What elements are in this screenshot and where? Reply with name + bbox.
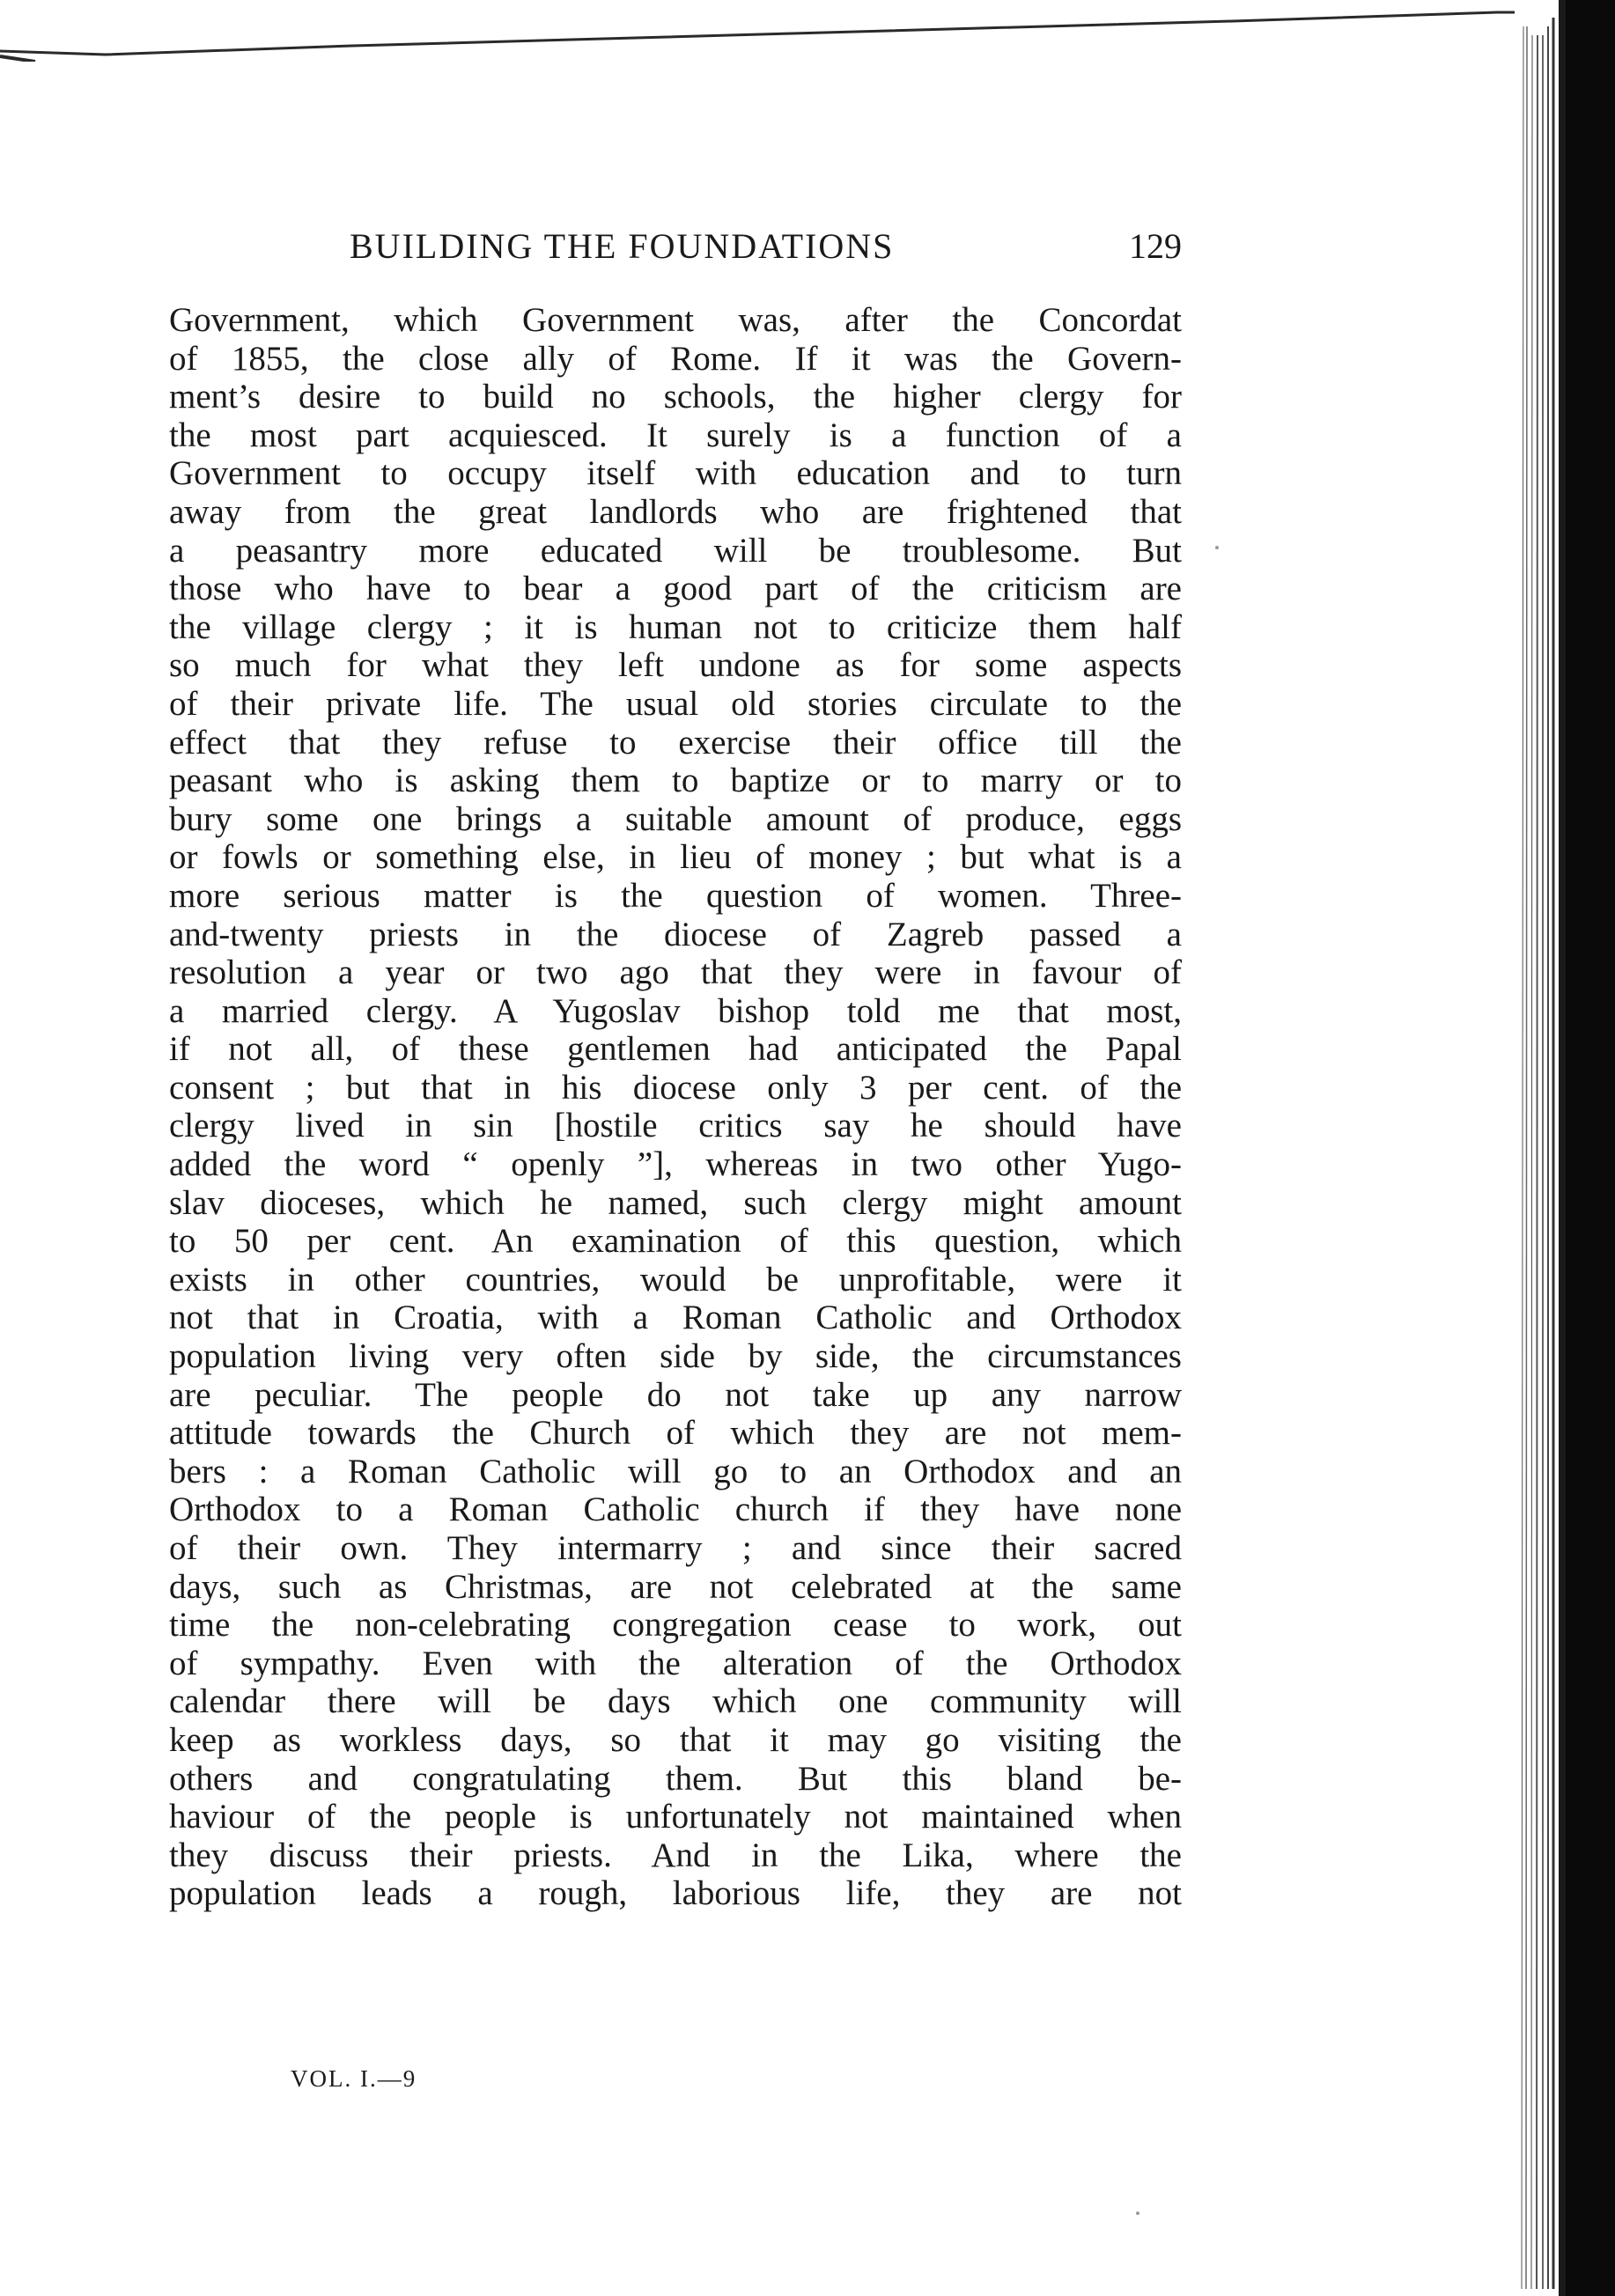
text-line: added the word “ openly ”], whereas in two other Yugo- <box>169 1145 1182 1184</box>
text-line: a married clergy. A Yugoslav bishop told me that most, <box>169 991 1182 1030</box>
text-line: are peculiar. The people do not take up any narrow <box>169 1375 1182 1414</box>
text-line: ment’s desire to build no schools, the higher clergy for <box>169 378 1182 416</box>
signature-mark: VOL. I.—9 <box>291 2065 417 2092</box>
text-line: of 1855, the close ally of Rome. If it was the Govern- <box>169 339 1182 378</box>
scan-speck <box>1215 546 1219 549</box>
text-line: they discuss their priests. And in the Lika, where the <box>169 1836 1182 1874</box>
text-line: peasant who is asking them to baptize or to marry or to <box>169 762 1182 800</box>
text-line: Government to occupy itself with education and to turn <box>169 454 1182 493</box>
text-line: attitude towards the Church of which they are not mem- <box>169 1414 1182 1453</box>
text-line: away from the great landlords who are frightened that <box>169 492 1182 531</box>
text-line: haviour of the people is unfortunately not maintained when <box>169 1798 1182 1836</box>
text-line: Orthodox to a Roman Catholic church if they have none <box>169 1490 1182 1529</box>
text-line: of sympathy. Even with the alteration of the Orthodox <box>169 1644 1182 1682</box>
book-spine-shadow <box>1518 0 1615 2296</box>
text-line: if not all, of these gentlemen had anticipated the Papal <box>169 1030 1182 1069</box>
text-line: to 50 per cent. An examination of this question, which <box>169 1222 1182 1261</box>
text-line: so much for what they left undone as for some aspects <box>169 646 1182 685</box>
text-line: days, such as Christmas, are not celebrated at the same <box>169 1567 1182 1606</box>
text-line: population leads a rough, laborious life, they are not <box>169 1874 1182 1913</box>
text-line: of their private life. The usual old stories circulate to the <box>169 684 1182 723</box>
text-line: resolution a year or two ago that they were in favour of <box>169 953 1182 992</box>
running-head: BUILDING THE FOUNDATIONS <box>350 226 895 266</box>
text-line: Government, which Government was, after the Concordat <box>169 301 1182 339</box>
text-line: time the non-celebrating congregation cease to work, out <box>169 1606 1182 1645</box>
text-line: those who have to bear a good part of the criticism are <box>169 570 1182 608</box>
body-text <box>169 301 1182 1913</box>
text-line: exists in other countries, would be unprofitable, were it <box>169 1260 1182 1299</box>
text-line: clergy lived in sin [hostile critics say he should have <box>169 1107 1182 1145</box>
text-line: the village clergy ; it is human not to criticize them half <box>169 607 1182 646</box>
scan-speck <box>1136 2211 1139 2215</box>
text-line: others and congratulating them. But this bland be- <box>169 1759 1182 1798</box>
text-line: calendar there will be days which one community will <box>169 1682 1182 1721</box>
text-line: slav dioceses, which he named, such clergy might amount <box>169 1183 1182 1222</box>
text-line: keep as workless days, so that it may go visiting the <box>169 1720 1182 1759</box>
text-line: the most part acquiesced. It surely is a function of a <box>169 416 1182 454</box>
text-line: of their own. They intermarry ; and since their sacred <box>169 1529 1182 1567</box>
text-line: bers : a Roman Catholic will go to an Orthodox and an <box>169 1452 1182 1490</box>
text-line: more serious matter is the question of women. Three- <box>169 876 1182 915</box>
page-number: 129 <box>1129 226 1182 266</box>
text-line: a peasantry more educated will be troublesome. But <box>169 531 1182 570</box>
text-line: or fowls or something else, in lieu of money ; but what is a <box>169 838 1182 877</box>
scan-top-edge-shadow <box>0 0 1615 62</box>
text-line: effect that they refuse to exercise their office till the <box>169 723 1182 762</box>
text-line: population living very often side by side, the circumstances <box>169 1337 1182 1376</box>
page-header <box>169 220 1182 273</box>
text-line: not that in Croatia, with a Roman Catholic and Orthodox <box>169 1299 1182 1337</box>
text-line: bury some one brings a suitable amount of produce, eggs <box>169 799 1182 838</box>
text-line: and-twenty priests in the diocese of Zagreb passed a <box>169 915 1182 953</box>
text-line: consent ; but that in his diocese only 3 per cent. of the <box>169 1068 1182 1107</box>
